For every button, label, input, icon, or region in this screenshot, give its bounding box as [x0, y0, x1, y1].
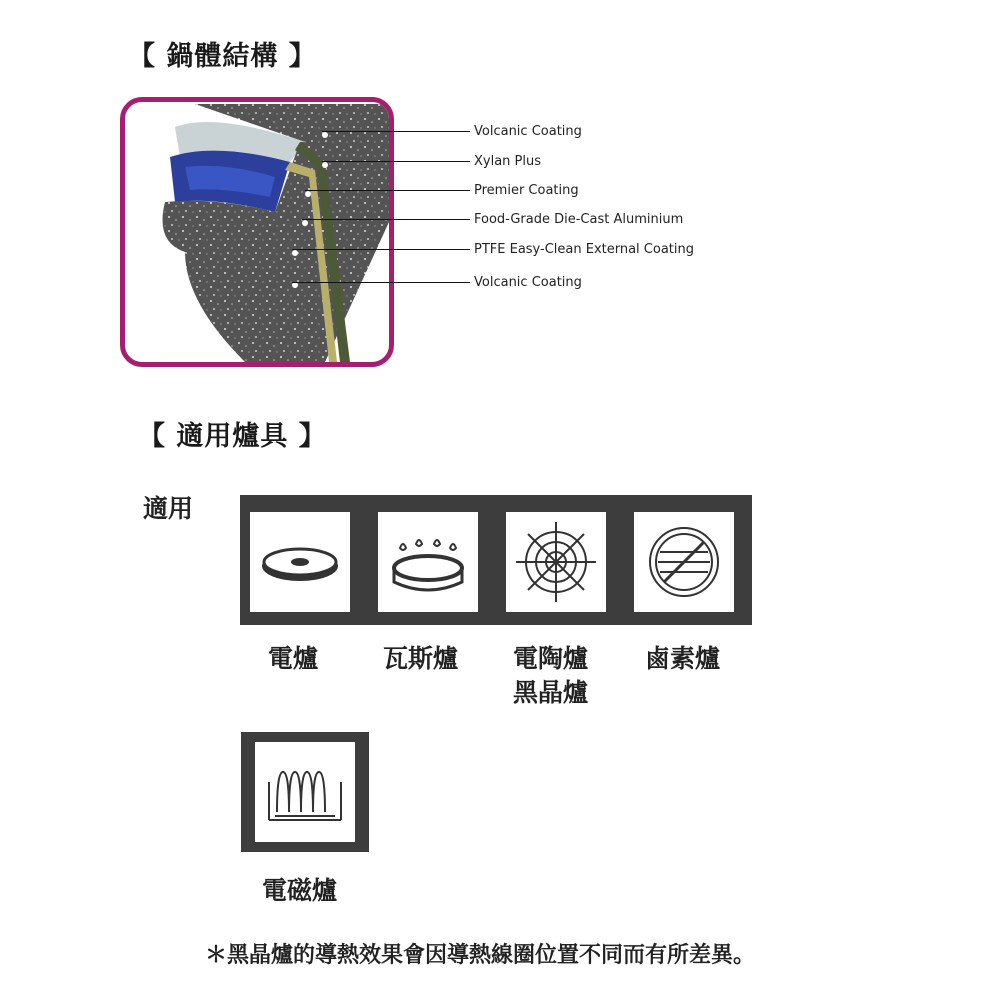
- structure-heading: 【 鍋體結構 】: [128, 41, 317, 72]
- footnote: ＊黑晶爐的導熱效果會因導熱線圈位置不同而有所差異。: [205, 943, 756, 968]
- leader-line: [292, 249, 470, 250]
- suitable-label: 適用: [143, 494, 194, 523]
- gas-stove-icon: [376, 510, 480, 614]
- stove-label-halogen: 鹵素爐: [645, 644, 721, 673]
- electric-stove-icon: [248, 510, 352, 614]
- stove-label-induction: 電磁爐: [262, 876, 338, 905]
- induction-icon-strip: [241, 732, 369, 852]
- layer-label-xylan: Xylan Plus: [474, 154, 542, 169]
- stove-label-gas: 瓦斯爐: [383, 644, 459, 673]
- stove-label-electric: 電爐: [268, 644, 319, 673]
- layer-label-volcanic-bottom: Volcanic Coating: [474, 275, 582, 290]
- layer-label-ptfe: PTFE Easy-Clean External Coating: [474, 242, 695, 257]
- stove-label-ceramic: 電陶爐: [513, 644, 589, 673]
- pan-structure-frame: [120, 97, 394, 367]
- stove-label-blackcrystal: 黑晶爐: [513, 678, 589, 707]
- layer-label-premier: Premier Coating: [474, 183, 579, 198]
- stove-heading: 【 適用爐具 】: [138, 421, 327, 452]
- stove-icon-strip: [240, 495, 752, 625]
- induction-stove-icon: [253, 740, 357, 844]
- pan-cross-section-image: [125, 102, 389, 362]
- leader-line: [322, 161, 470, 162]
- leader-line: [302, 219, 470, 220]
- halogen-stove-icon: [632, 510, 736, 614]
- layer-label-aluminium: Food-Grade Die-Cast Aluminium: [474, 212, 684, 227]
- layer-label-volcanic-top: Volcanic Coating: [474, 124, 582, 139]
- leader-line: [305, 190, 470, 191]
- leader-line: [322, 131, 470, 132]
- ceramic-stove-icon: [504, 510, 608, 614]
- leader-line: [292, 282, 470, 283]
